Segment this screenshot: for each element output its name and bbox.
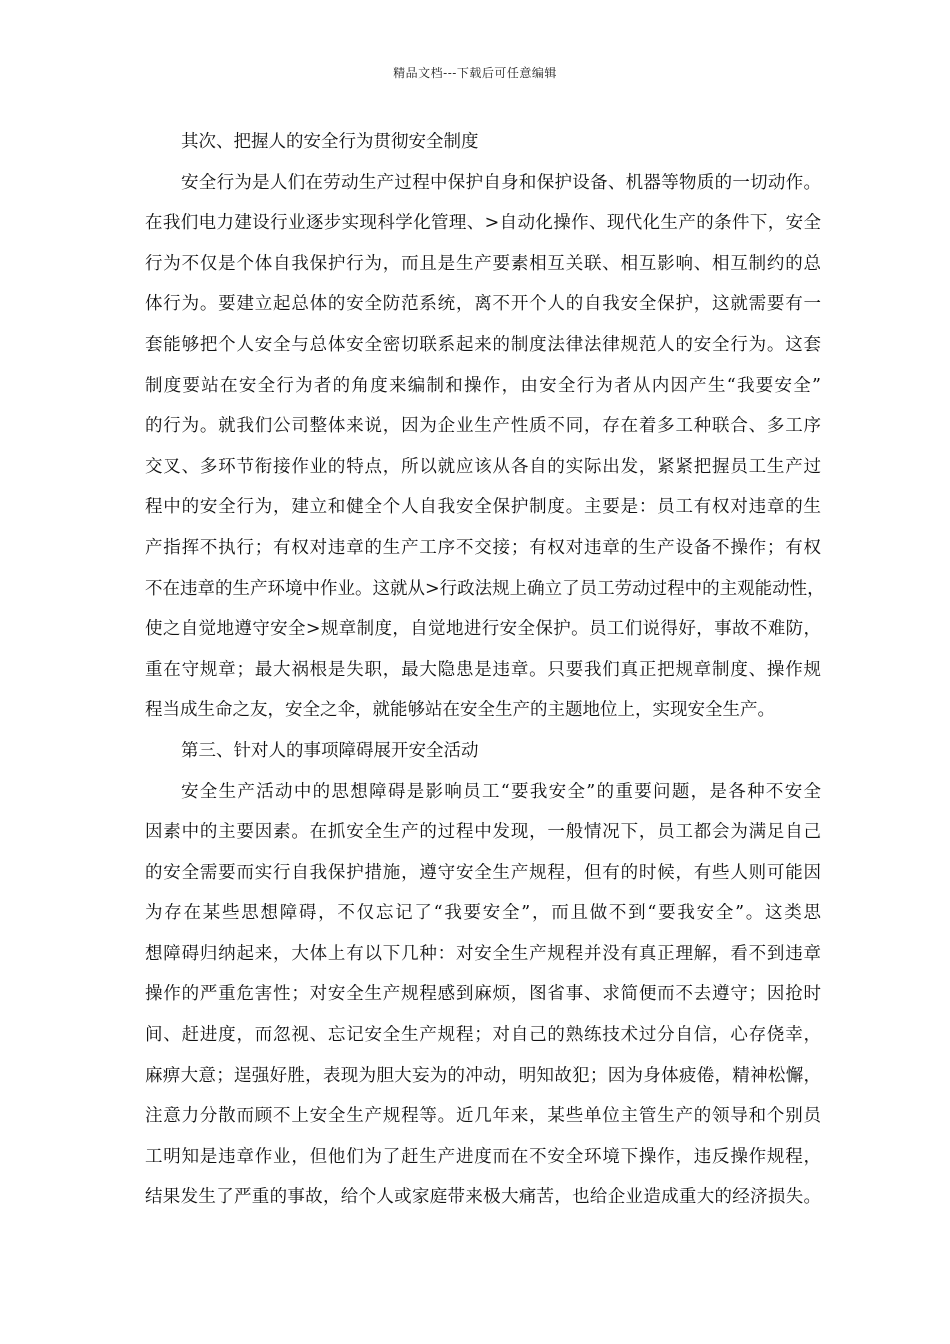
paragraph-line: 结果发生了严重的事故，给个人或家庭带来极大痛苦，也给企业造成重大的经济损失。 [145, 1187, 821, 1208]
paragraph-line: 因素中的主要因素。在抓安全生产的过程中发现，一般情况下，员工都会为满足自己 [145, 822, 821, 843]
paragraph-line: 程当成生命之友，安全之伞，就能够站在安全生产的主题地位上，实现安全生产。 [145, 700, 775, 721]
paragraph-line: 程中的安全行为，建立和健全个人自我安全保护制度。主要是：员工有权对违章的生 [145, 497, 821, 518]
paragraph-line: 交叉、多环节衔接作业的特点，所以就应该从各自的实际出发，紧紧把握员工生产过 [145, 456, 821, 477]
paragraph-line: 为存在某些思想障碍，不仅忘记了“我要安全”，而且做不到“要我安全”。这类思 [145, 903, 821, 924]
paragraph-line: 的行为。就我们公司整体来说，因为企业生产性质不同，存在着多工种联合、多工序 [145, 416, 821, 437]
paragraph-line: 间、赶进度，而忽视、忘记安全生产规程；对自己的熟练技术过分自信，心存侥幸， [145, 1025, 821, 1046]
paragraph-line: 行为不仅是个体自我保护行为，而且是生产要素相互关联、相互影响、相互制约的总 [145, 253, 821, 274]
paragraph-line: 在我们电力建设行业逐步实现科学化管理、>自动化操作、现代化生产的条件下，安全 [145, 213, 821, 234]
paragraph-line: 操作的严重危害性；对安全生产规程感到麻烦，图省事、求简便而不去遵守；因抢时 [145, 984, 821, 1005]
paragraph-line: 想障碍归纳起来，大体上有以下几种：对安全生产规程并没有真正理解，看不到违章 [145, 943, 821, 964]
paragraph-line: 体行为。要建立起总体的安全防范系统，离不开个人的自我安全保护，这就需要有一 [145, 294, 821, 315]
paragraph-line: 套能够把个人安全与总体安全密切联系起来的制度法律法律规范人的安全行为。这套 [145, 334, 821, 355]
paragraph-line: 的安全需要而实行自我保护措施，遵守安全生产规程，但有的时候，有些人则可能因 [145, 862, 821, 883]
paragraph-line: 安全生产活动中的思想障碍是影响员工“要我安全”的重要问题，是各种不安全 [181, 781, 821, 802]
paragraph-line: 使之自觉地遵守安全>规章制度，自觉地进行安全保护。员工们说得好，事故不难防， [145, 619, 821, 640]
paragraph-line: 不在违章的生产环境中作业。这就从>行政法规上确立了员工劳动过程中的主观能动性， [145, 578, 825, 599]
section-heading-line: 第三、针对人的事项障碍展开安全活动 [181, 740, 479, 761]
paragraph-line: 安全行为是人们在劳动生产过程中保护自身和保护设备、机器等物质的一切动作。 [181, 172, 821, 193]
section-heading-line: 其次、把握人的安全行为贯彻安全制度 [181, 132, 479, 152]
page-header: 精品文档---下载后可任意编辑 [393, 66, 557, 80]
paragraph-line: 工明知是违章作业，但他们为了赶生产进度而在不安全环境下操作，违反操作规程， [145, 1146, 821, 1167]
paragraph-line: 注意力分散而顾不上安全生产规程等。近几年来，某些单位主管生产的领导和个别员 [145, 1106, 821, 1127]
paragraph-line: 麻痹大意；逞强好胜，表现为胆大妄为的冲动，明知故犯；因为身体疲倦，精神松懈， [145, 1065, 821, 1086]
paragraph-line: 制度要站在安全行为者的角度来编制和操作，由安全行为者从内因产生“我要安全” [145, 375, 821, 396]
paragraph-line: 产指挥不执行；有权对违章的生产工序不交接；有权对违章的生产设备不操作；有权 [145, 537, 821, 558]
paragraph-line: 重在守规章；最大祸根是失职，最大隐患是违章。只要我们真正把规章制度、操作规 [145, 659, 821, 680]
document-body [145, 122, 825, 1218]
